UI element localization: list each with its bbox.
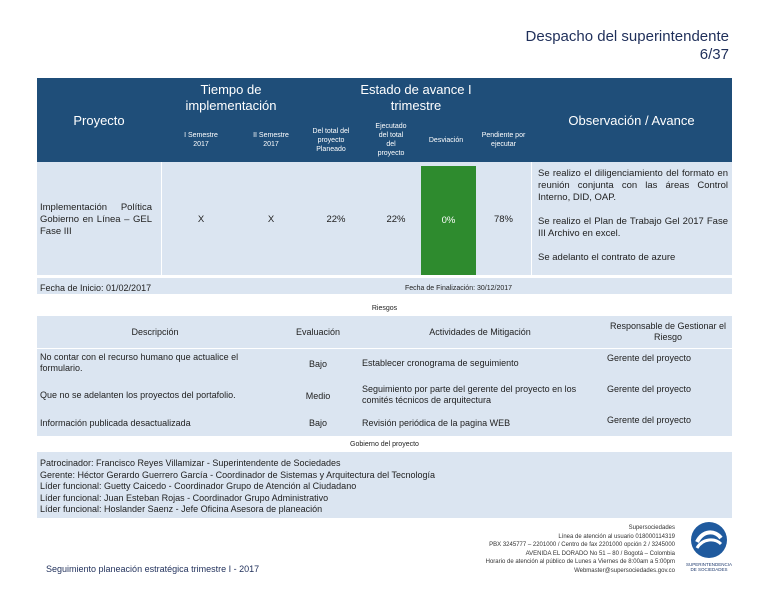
gobierno-title: Gobierno del proyecto bbox=[350, 440, 419, 448]
sub-ejecutado: Ejecutado del total del proyecto bbox=[375, 123, 407, 157]
row-sem1: X bbox=[197, 214, 205, 225]
risk-evaluacion: Bajo bbox=[308, 417, 327, 428]
footer-contact: Supersociedades Línea de atención al usuario 018000114319 PBX 3245777 – 2201000 / Centro de fax 2201000 opción 2 / 3245000 AVENIDA EL DORADO No 51 – 80 / Bogotá – Colombia Horario de atención al público de Lunes a Viernes de 8:00am a 5:00pm Webmaster@supersociedades.gov.co bbox=[485, 525, 675, 574]
risk-actividad: Seguimiento por parte del gerente del proyecto en los comités técnicos de arquitectura bbox=[362, 384, 577, 405]
footer-left: Seguimiento planeación estratégica trimestre I - 2017 bbox=[46, 564, 260, 574]
row-sem2: X bbox=[267, 214, 275, 225]
row-ejecutado: 22% bbox=[386, 214, 406, 225]
list-item: Gerente: Héctor Gerardo Guerrero García - Coordinador de Sistemas y Arquitectura del Tecnología bbox=[40, 469, 436, 480]
risk-actividad: Establecer cronograma de seguimiento bbox=[362, 358, 519, 368]
list-item: Líder funcional: Juan Esteban Rojas - Coordinador Grupo Administrativo bbox=[40, 492, 329, 503]
risk-evaluacion: Bajo bbox=[308, 358, 327, 369]
logo-text: SUPERINTENDENCIA DE SOCIEDADES bbox=[685, 562, 732, 572]
row-pendiente: 78% bbox=[493, 214, 513, 225]
risk-evaluacion: Medio bbox=[305, 390, 331, 401]
col-observacion-header: Observación / Avance bbox=[568, 112, 695, 128]
table-row: No contar con el recurso humano que actualice el formulario. bbox=[40, 352, 239, 373]
sub-sem2: II Semestre 2017 bbox=[253, 132, 289, 148]
table-row: Que no se adelanten los proyectos del portafolio. bbox=[40, 390, 236, 400]
sub-pendiente: Pendiente por ejecutar bbox=[481, 132, 526, 148]
sub-sem1: I Semestre 2017 bbox=[184, 132, 218, 148]
risk-actividad: Revisión periódica de la pagina WEB bbox=[362, 418, 511, 428]
row-desviacion: 0% bbox=[421, 166, 476, 275]
row-observacion: Se realizo el diligenciamiento del formato en reunión conjunta con las áreas Control Interno, DID, OAP. Se realizo el Plan de Trabajo Gel 2017 Fase III Archivo en excel. Se adelanto el contrato de azure bbox=[538, 168, 728, 263]
list-item: Líder funcional: Hoslander Saenz - Jefe Oficina Asesora de planeación bbox=[40, 504, 323, 514]
page-number: 6/37 bbox=[699, 46, 729, 63]
riesgos-col-evaluacion: Evaluación bbox=[295, 326, 341, 337]
page-title: Despacho del superintendente bbox=[525, 28, 729, 45]
risk-responsable: Gerente del proyecto bbox=[607, 353, 692, 363]
sub-planeado: Del total del proyecto Planeado bbox=[312, 127, 350, 153]
fecha-fin: Fecha de Finalización: 30/12/2017 bbox=[405, 285, 513, 292]
row-divider bbox=[531, 162, 532, 275]
page-header bbox=[526, 28, 729, 64]
riesgos-title: Riesgos bbox=[371, 304, 398, 312]
fecha-inicio: Fecha de Inicio: 01/02/2017 bbox=[40, 283, 152, 293]
supersociedades-logo bbox=[684, 520, 734, 580]
riesgos-col-actividades: Actividades de Mitigación bbox=[429, 326, 531, 337]
table-row: Información publicada desactualizada bbox=[40, 418, 191, 428]
logo-icon bbox=[689, 520, 729, 560]
riesgos-hdr-line bbox=[37, 348, 732, 349]
riesgos-col-descripcion: Descripción bbox=[131, 326, 179, 337]
riesgos-col-responsable: Responsable de Gestionar el Riesgo bbox=[609, 321, 727, 342]
sub-desviacion: Desviación bbox=[428, 136, 464, 144]
col-estado-header: Estado de avance I trimestre bbox=[360, 82, 472, 113]
list-item: Líder funcional: Guetty Caicedo - Coordinador Grupo de Atención al Ciudadano bbox=[40, 481, 357, 491]
row-proyecto: Implementación Política Gobierno en Línea – GEL Fase III bbox=[40, 202, 152, 237]
col-tiempo-header: Tiempo de implementación bbox=[185, 82, 277, 113]
row-planeado: 22% bbox=[326, 214, 346, 225]
col-proyecto-header: Proyecto bbox=[37, 78, 161, 162]
list-item: Patrocinador: Francisco Reyes Villamizar - Superintendente de Sociedades bbox=[40, 458, 341, 468]
gobierno-list bbox=[40, 458, 730, 516]
risk-responsable: Gerente del proyecto bbox=[607, 384, 692, 394]
risk-responsable: Gerente del proyecto bbox=[607, 415, 692, 425]
